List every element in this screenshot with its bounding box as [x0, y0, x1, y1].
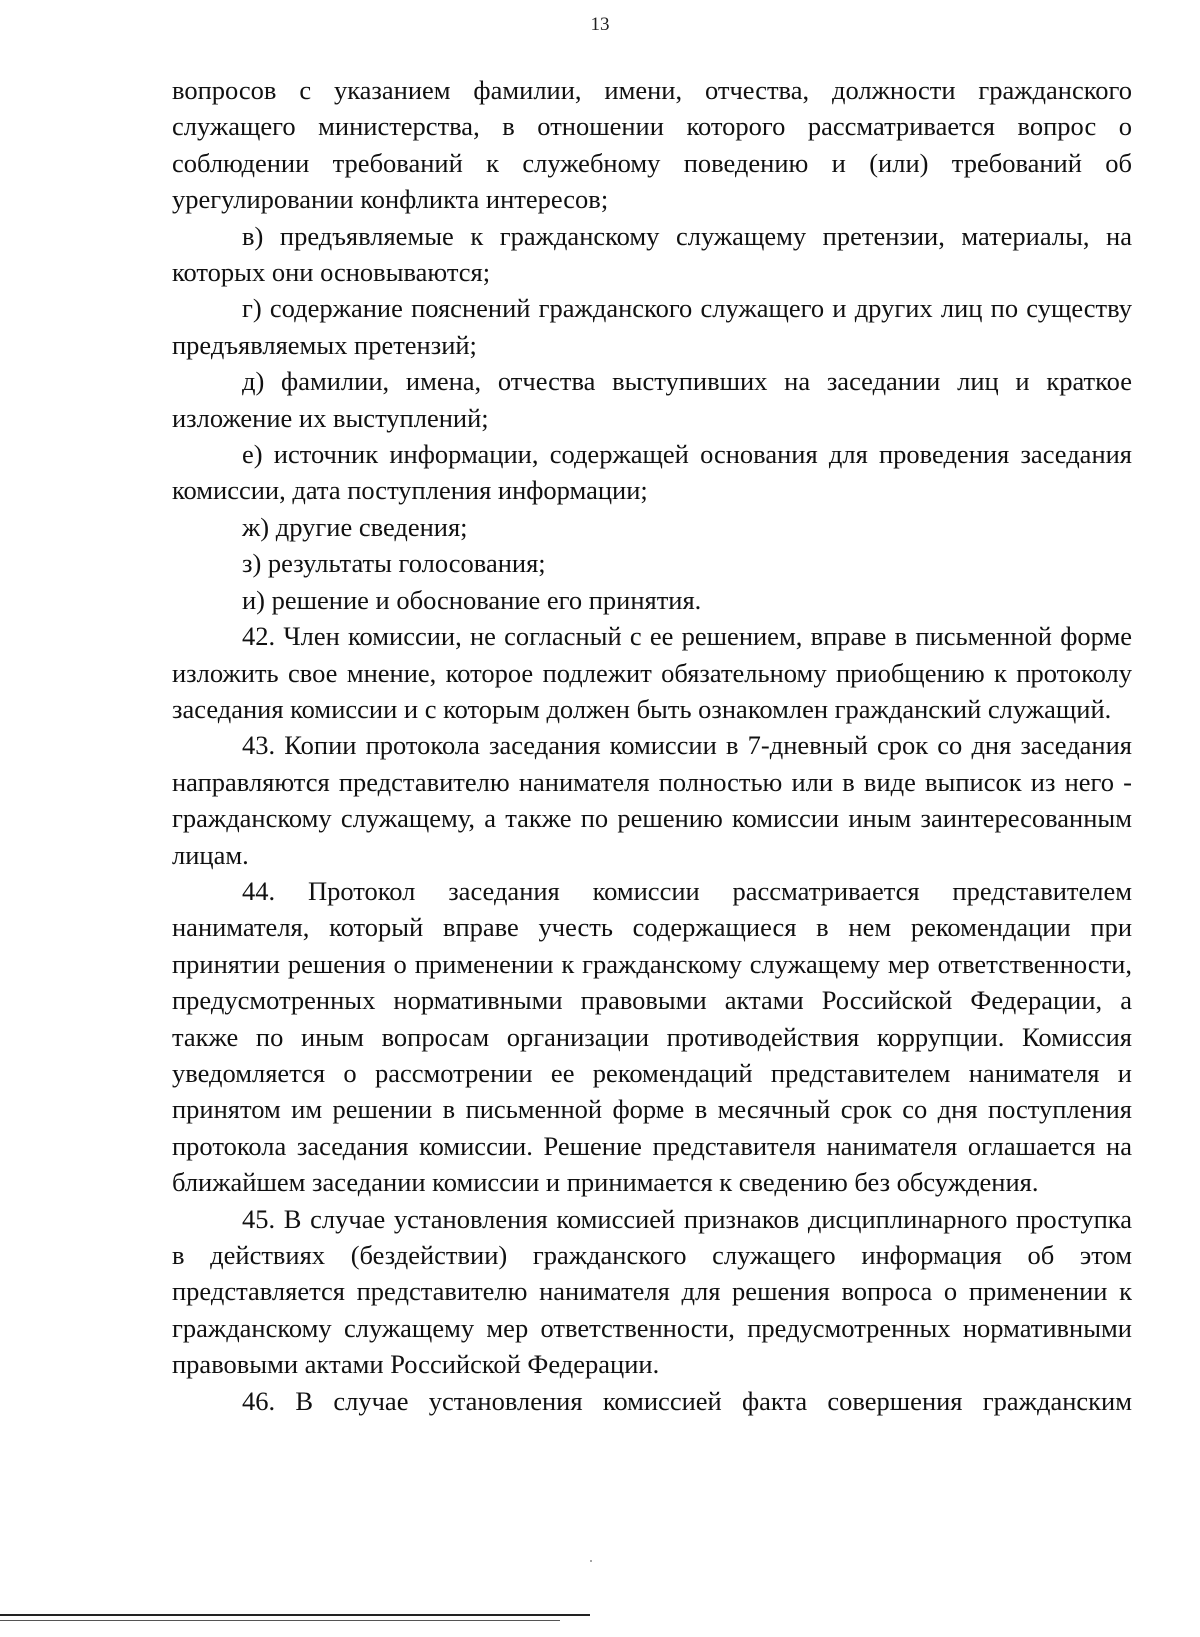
page-bottom-rule [0, 1614, 590, 1616]
scan-artifact-dot [590, 1560, 592, 1562]
list-item-i: и) решение и обоснование его принятия. [242, 584, 702, 615]
clause-43: 43. Копии протокола заседания комиссии в 7-дневный срок со дня заседания направляются представителю нанимателя полностью или в виде выписок из него - гражданскому служащему, а также по решению комиссии иным заинтересованным лицам. [172, 730, 1132, 870]
clause-42: 42. Член комиссии, не согласный с ее решением, вправе в письменной форме изложить свое мнение, которое подлежит обязательному приобщению к протоколу заседания комиссии и с которым должен быть ознакомлен гражданский служащий. [172, 621, 1132, 724]
paragraph-continuation: вопросов с указанием фамилии, имени, отчества, должности гражданского служащего министерства, в отношении которого рассматривается вопрос о соблюдении требований к служебному поведению и (или) требований об урегулировании конфликта интересов; [172, 75, 1132, 215]
clause-44: 44. Протокол заседания комиссии рассматривается представителем нанимателя, который вправе учесть содержащиеся в нем рекомендации при принятии решения о применении к гражданскому служащему мер ответственности, предусмотренных нормативными правовыми актами Российской Федерации, а также по иным вопросам организации противодействия коррупции. Комиссия уведомляется о рассмотрении ее рекомендаций представителем нанимателя и принятом им решении в письменной форме в месячный срок со дня поступления протокола заседания комиссии. Решение представителя нанимателя оглашается на ближайшем заседании комиссии и принимается к сведению без обсуждения. [172, 875, 1132, 1198]
document-body [172, 72, 1132, 1419]
list-item-z: з) результаты голосования; [242, 548, 546, 579]
list-item-d: д) фамилии, имена, отчества выступивших на заседании лиц и краткое изложение их выступлений; [172, 366, 1132, 433]
clause-45: 45. В случае установления комиссией признаков дисциплинарного проступка в действиях (бездействии) гражданского служащего информация об этом представляется представителю нанимателя для решения вопроса о применении к гражданскому служащему мер ответственности, предусмотренных нормативными правовыми актами Российской Федерации. [172, 1203, 1132, 1380]
clause-46: 46. В случае установления комиссией факта совершения гражданским [242, 1385, 1132, 1416]
list-item-g: г) содержание пояснений гражданского служащего и других лиц по существу предъявляемых претензий; [172, 293, 1132, 360]
list-item-e: е) источник информации, содержащей основания для проведения заседания комиссии, дата поступления информации; [172, 439, 1132, 506]
list-item-v: в) предъявляемые к гражданскому служащему претензии, материалы, на которых они основываются; [172, 220, 1132, 288]
list-item-zh: ж) другие сведения; [242, 511, 468, 542]
page-bottom-rule-thin [0, 1620, 560, 1621]
page-number: 13 [590, 14, 610, 35]
